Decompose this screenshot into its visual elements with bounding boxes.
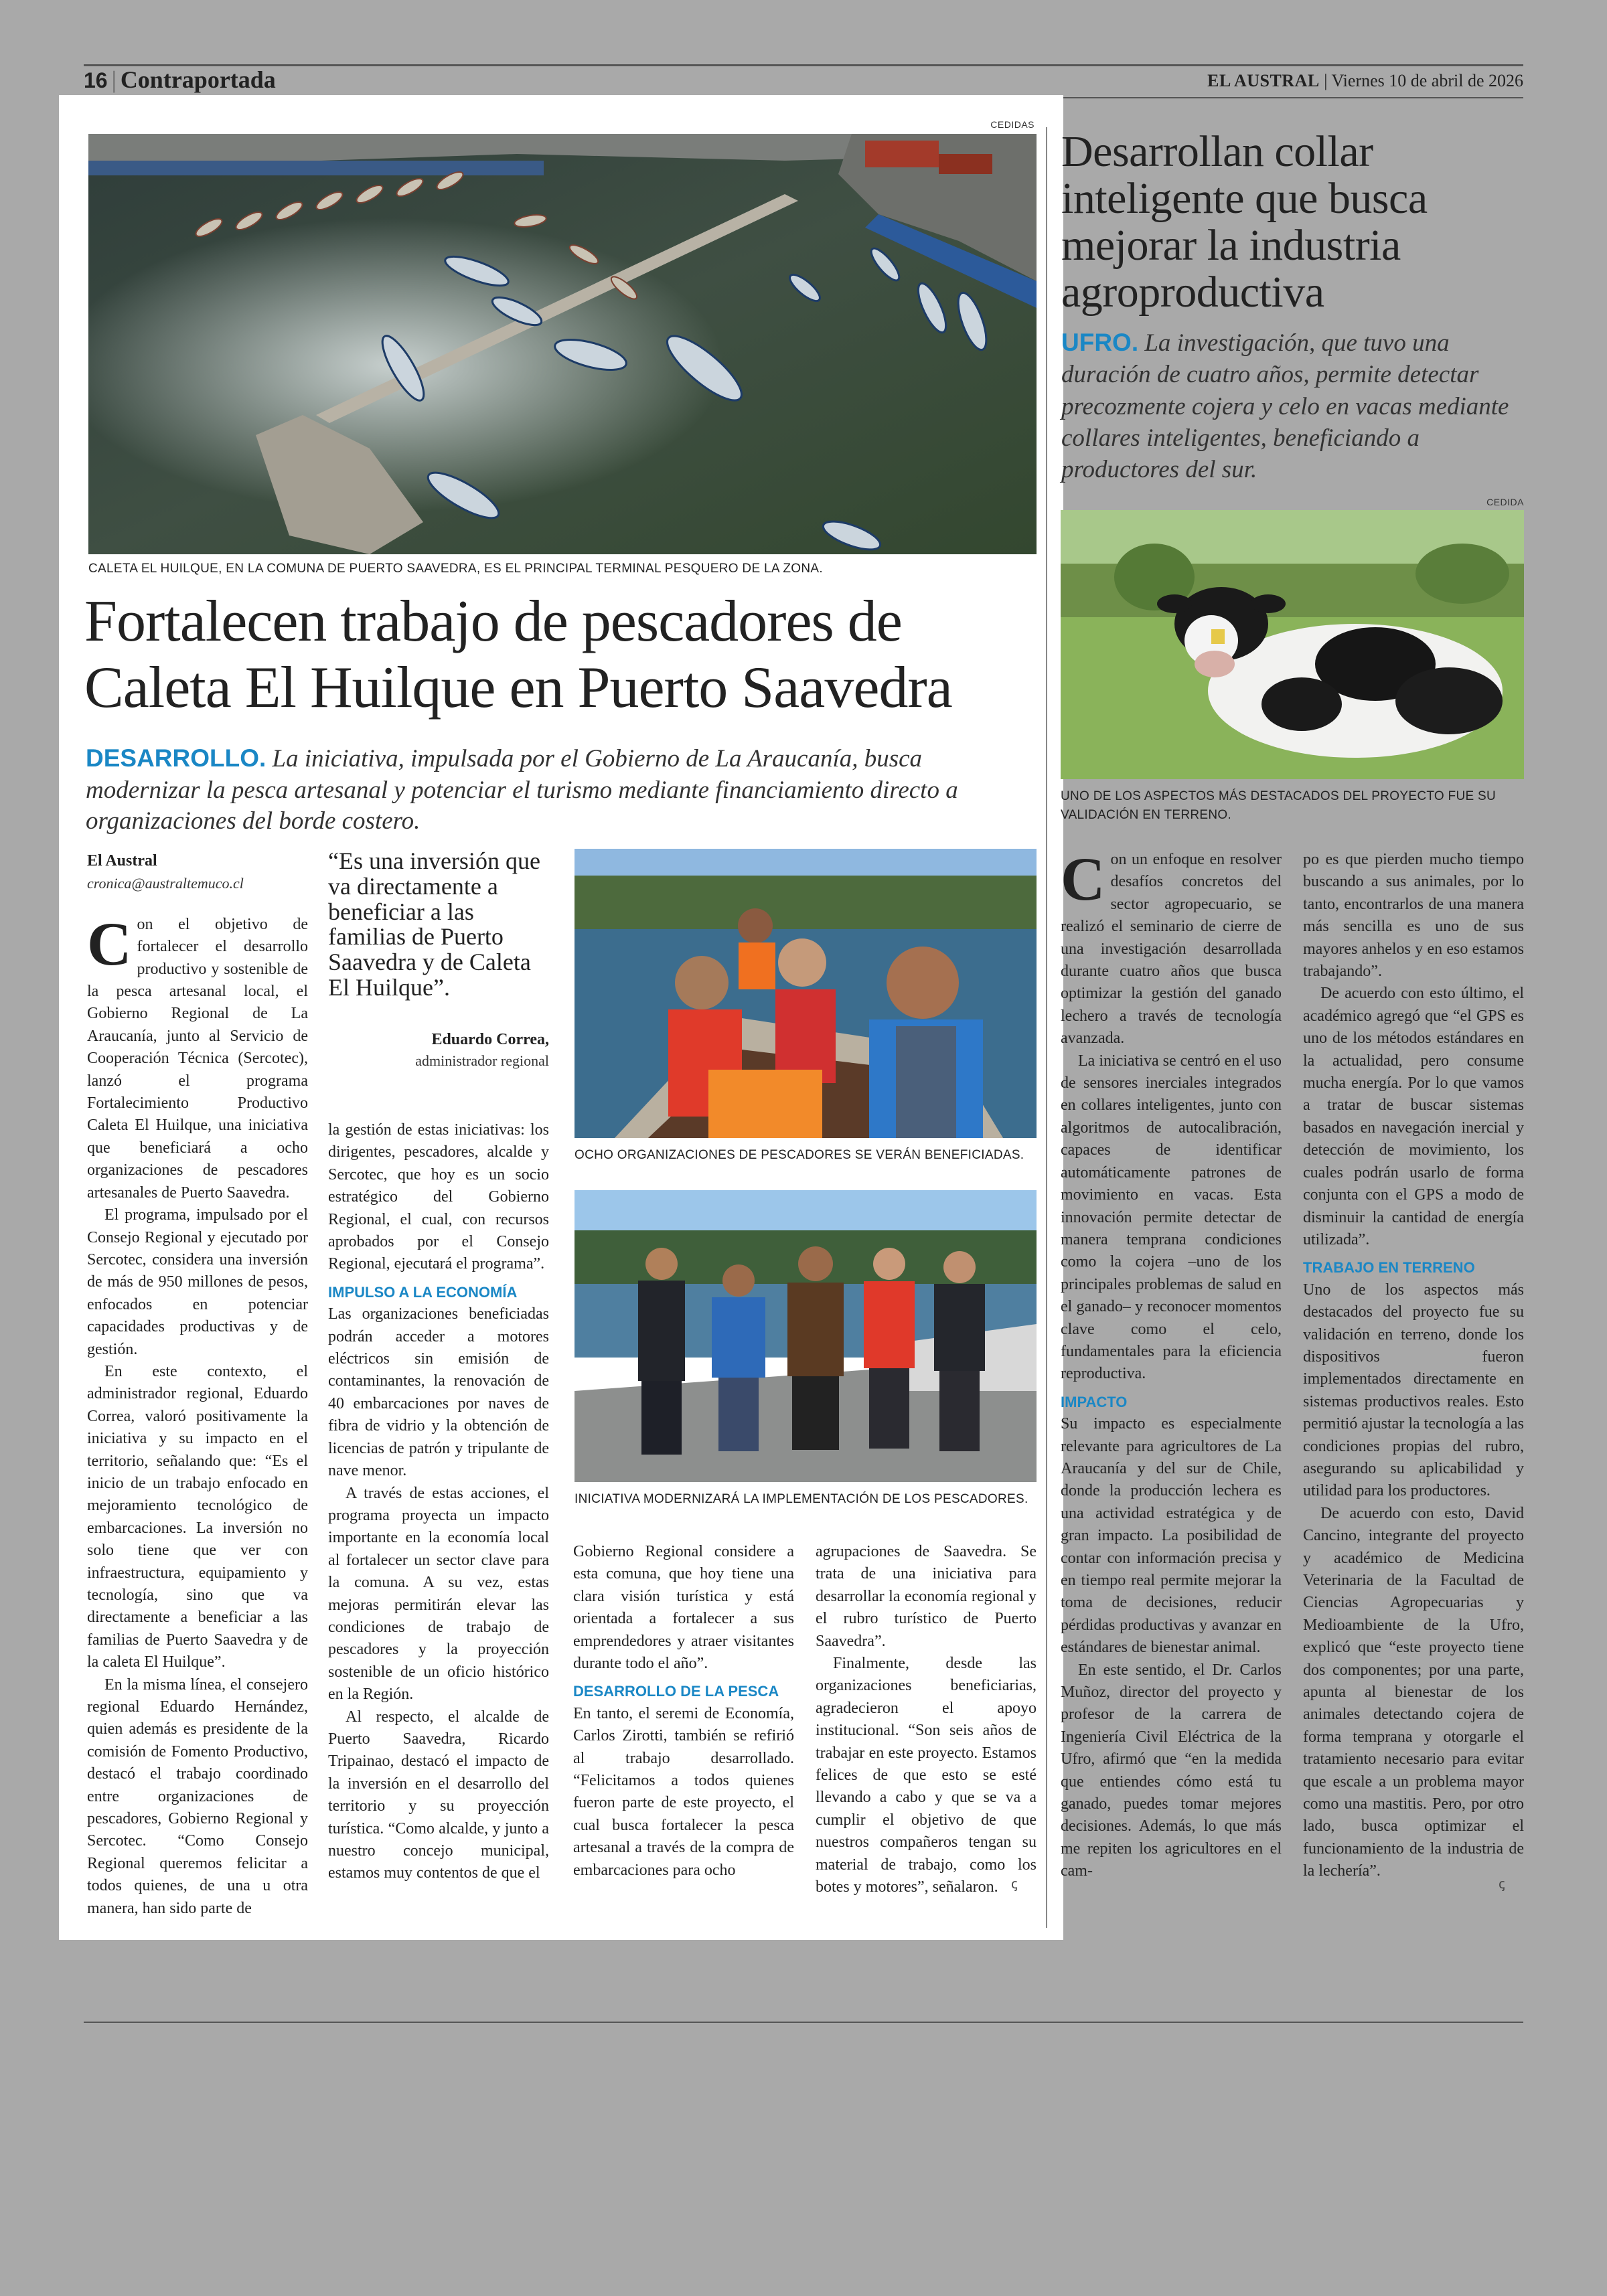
main-dropcap: C [87, 909, 132, 978]
side-deck-text: La investigación, que tuvo una duración de cuatro años, permite detectar precozmente cojera y celo en vacas mediante collares inteligentes, beneficiando a productores del sur. [1061, 329, 1509, 484]
main-photo-caption: CALETA EL HUILQUE, EN LA COMUNA DE PUERTO SAAVEDRA, ES EL PRINCIPAL TERMINAL PESQUERO DE LA ZONA. [88, 562, 823, 576]
side-column-1 [1061, 845, 1282, 1883]
side-deck [1061, 327, 1523, 486]
page-header-right: EL AUSTRAL | Viernes 10 de abril de 2026 [1207, 71, 1523, 90]
boat-group-photo [575, 849, 1037, 1138]
side-col1-para4: En este sentido, el Dr. Carlos Muñoz, director del proyecto y profesor de la carrera de Ingeniería Civil Eléctrica de la Ufro, afirmó que “en la medida que entiendes cómo está tu ganado, puedes tomar mejores decisiones. Además, lo que más me repiten los agricultores en el cam- [1061, 1661, 1282, 1880]
main-col4-para2: Finalmente, desde las organizaciones beneficiarias, agradecieron el apoyo institucional. “Son seis años de trabajar en este proyecto. Estamos felices de que esto se esté llevando a cabo y que se va a cumplir el objetivo de que nuestros compañeros tengan su material de trabajo, como los botes y motores”, señalaron. [816, 1655, 1037, 1896]
main-col3-para1: Gobierno Regional considere a esta comuna, que hoy tiene una clara visión turística y está orientada a fortalecer a sus emprendedores y atraer visitantes durante todo el año”. [573, 1543, 794, 1673]
harbor-aerial-image [88, 134, 1037, 554]
main-column-1 [87, 850, 308, 1920]
section-name: Contraportada [120, 66, 276, 93]
main-column-2 [328, 1119, 549, 1885]
main-col1-para4: En la misma línea, el consejero regional Eduardo Hernández, quien además es presidente de la comisión de Fomento Productivo, destacó el trabajo coordinado entre organizaciones de pescadores, Gobierno Regional y Sercotec. “Como Consejo Regional queremos felicitar a todos quienes, de una u otra manera, han sido parte de [87, 1675, 308, 1917]
main-photo-credit: CEDIDAS [990, 119, 1035, 130]
main-deck [86, 743, 1037, 837]
subhead-desarrollo-pesca: DESARROLLO DE LA PESCA [573, 1683, 779, 1700]
quote-attribution-name: Eduardo Correa, [431, 1031, 549, 1048]
cow-photo [1061, 510, 1524, 779]
page-number: 16 [84, 68, 108, 92]
side-dropcap: C [1061, 845, 1105, 913]
main-col1-para3: En este contexto, el administrador regional, Eduardo Correa, valoró positivamente la iniciativa y su impacto en el territorio, señalando que: “Es el inicio de un trabajo enfocado en mejoramiento tecnológico de embarcaciones. La inversión no solo tiene que ver con infraestructura, equipamiento y tecnología, sino que va directamente a beneficiar a las familias de Puerto Saavedra y de la caleta El Huilque”. [87, 1362, 308, 1671]
newspaper-brand: EL AUSTRAL [1207, 71, 1320, 90]
article-divider [1046, 127, 1047, 1928]
main-column-3 [573, 1541, 794, 1882]
side-col1-para2: La iniciativa se centró en el uso de sensores inerciales integrados en collares inteligentes, junto con algoritmos de autocalibración, capaces de identificar automáticamente patrones de movimiento en vacas. Esta innovación permite detectar de manera temprana condiciones como la cojera –uno de los principales problemas de salud en el ganado– y reconocer momentos clave como el celo, fundamentales para la eficiencia reproductiva. [1061, 1052, 1282, 1383]
main-col1-para1: Con el objetivo de fortalecer el desarrollo productivo y sostenible de la pesca artesanal local, el Gobierno Regional de La Araucanía, junto al Servicio de Cooperación Técnica (Sercotec), lanzó el programa Fortalecimiento Productivo Caleta El Huilque, una iniciativa que beneficiará a ocho organizaciones de pescadores artesanales de Puerto Saavedra. [87, 909, 308, 1202]
main-col1-para2: El programa, impulsado por el Consejo Regional y ejecutado por Sercotec, considera una inversión de más de 950 millones de pesos, enfocados en potenciar capacidades productivas y de gestión. [87, 1206, 308, 1358]
side-col2-para4: De acuerdo con esto, David Cancino, integrante del proyecto y académico de Medicina Veterinaria de la Facultad de Ciencias Agropecuarias y Medioambiente de la Ufro, explicó que “este proyecto tiene dos componentes; por una parte, apunta al bienestar de los animales detectando cojera de forma temprana y otorgarle el tratamiento necesario para evitar que escale a un problema mayor como una mastitis. Pero, por otro lado, busca optimizar el funcionamiento de la industria de la lechería”. [1303, 1504, 1524, 1880]
main-kicker: DESARROLLO. [86, 744, 266, 772]
side-headline: Desarrollan collar inteligente que busca mejorar la industria agroproductiva [1061, 127, 1428, 317]
main-col2-para4: Al respecto, el alcalde de Puerto Saavedra, Ricardo Tripainao, destacó el impacto de la inversión en el desarrollo del territorio y su proyección turística. “Como alcalde, y junto a nuestro concejo municipal, estamos muy contentos de que el [328, 1708, 549, 1882]
side-col2-para3: Uno de los aspectos más destacados del proyecto fue su validación en terreno, donde los dispositivos fueron implementados directamente en sistemas productivos reales. Esto permitió ajustar la tecnología a las condiciones propias del rubro, asegurando su aplicabilidad y utilidad para los productores. [1303, 1281, 1524, 1500]
main-column-4 [816, 1541, 1037, 1899]
subhead-impacto: IMPACTO [1061, 1393, 1128, 1410]
author-name: El Austral [87, 852, 157, 870]
boat-group-image [575, 849, 1037, 1138]
page-header-left: 16 | Contraportada [84, 66, 276, 93]
main-col2-para1: la gestión de estas iniciativas: los dirigentes, pescadores, alcalde y Sercotec, que hoy es un socio estratégico del Gobierno Regional, el cual, con recursos aprobados por el Consejo Regional, ejecutará el programa”. [328, 1121, 549, 1273]
main-headline: Fortalecen trabajo de pescadores de Caleta El Huilque en Puerto Saavedra [84, 589, 952, 720]
main-col2-para2: Las organizaciones beneficiadas podrán acceder a motores eléctricos sin emisión de contaminantes, la renovación de 40 embarcaciones por naves de fibra de vidrio y la obtención de licencias de patrón y tripulante de nave menor. [328, 1305, 549, 1480]
harbor-aerial-photo [88, 134, 1037, 554]
side-photo-credit: CEDIDA [1486, 497, 1524, 507]
subhead-impulso: IMPULSO A LA ECONOMÍA [328, 1283, 518, 1301]
side-end-mark: ꞔ [1499, 1876, 1505, 1892]
main-col3-para2: En tanto, el seremi de Economía, Carlos Zirotti, también se refirió al trabajo desarrollado. “Felicitamos a todos quienes fueron parte de este proyecto, el cual busca fortalecer la pesca artesanal a través de la compra de embarcaciones para ocho [573, 1704, 794, 1879]
cow-image [1061, 510, 1524, 779]
pier-group-photo [575, 1190, 1037, 1482]
side-col2-para2: De acuerdo con esto último, el académico agregó que “el GPS es uno de los métodos estándares en la actualidad, pero consume mucha energía. Por lo que vamos a tratar de buscar sistemas basados en navegación inercial y detección de movimiento, los cuales podrán usarlo de forma conjunta con el GPS a modo de disminuir la cantidad de energía utilizada”. [1303, 985, 1524, 1248]
footer-rule [84, 2022, 1523, 2023]
side-col1-para1: Con un enfoque en resolver desafíos concretos del sector agropecuario, se realizó el seminario de cierre de una investigación desarrollada durante cuatro años que busca optimizar la gestión del ganado lechero a través de tecnología avanzada. [1061, 845, 1282, 1048]
side-col1-para3: Su impacto es especialmente relevante para agricultores de La Araucanía y del sur de Chile, donde la producción lechera es una actividad estratégica y de gran impacto. La posibilidad de contar con información precisa y en tiempo real permite mejorar la toma de decisiones, reducir pérdidas productivas y avanzar en estándares de bienestar animal. [1061, 1415, 1282, 1657]
pull-quote: “Es una inversión que va directamente a beneficiar a las familias de Puerto Saavedra y de Caleta El Huilque”. [328, 847, 540, 1001]
side-column-2 [1303, 849, 1524, 1883]
boat-photo-caption: OCHO ORGANIZACIONES DE PESCADORES SE VERÁN BENEFICIADAS. [575, 1148, 1024, 1162]
pier-group-image [575, 1190, 1037, 1482]
main-col4-para1: agrupaciones de Saavedra. Se trata de una iniciativa para desarrollar la economía regional y el rubro turístico de Puerto Saavedra”. [816, 1543, 1037, 1650]
subhead-trabajo-terreno: TRABAJO EN TERRENO [1303, 1259, 1475, 1277]
author-email: cronica@australtemuco.cl [87, 875, 244, 892]
main-end-mark: ꞔ [1011, 1876, 1018, 1892]
side-photo-caption: UNO DE LOS ASPECTOS MÁS DESTACADOS DEL PROYECTO FUE SU VALIDACIÓN EN TERRENO. [1061, 789, 1497, 822]
main-col2-para3: A través de estas acciones, el programa proyecta un impacto importante en la economía local al fortalecer un sector clave para la comuna. A su vez, estas mejoras permitirán elevar las condiciones de trabajo de pescadores y la proyección sostenible de un oficio histórico en la Región. [328, 1484, 549, 1704]
side-col2-para1: po es que pierden mucho tiempo buscando a sus animales, por lo tanto, encontrarlos de una manera más sencilla es uno de sus mayores anhelos y en eso estamos trabajando”. [1303, 851, 1524, 981]
header-top-rule [84, 64, 1523, 66]
pier-photo-caption: INICIATIVA MODERNIZARÁ LA IMPLEMENTACIÓN DE LOS PESCADORES. [575, 1492, 1028, 1506]
main-deck-text: La iniciativa, impulsada por el Gobierno de La Araucanía, busca modernizar la pesca artesanal y potenciar el turismo mediante financiamiento directo a organizaciones del borde costero. [86, 745, 958, 835]
side-kicker: UFRO. [1061, 329, 1139, 356]
quote-attribution-role: administrador regional [415, 1052, 549, 1069]
issue-date: Viernes 10 de abril de 2026 [1331, 71, 1523, 90]
